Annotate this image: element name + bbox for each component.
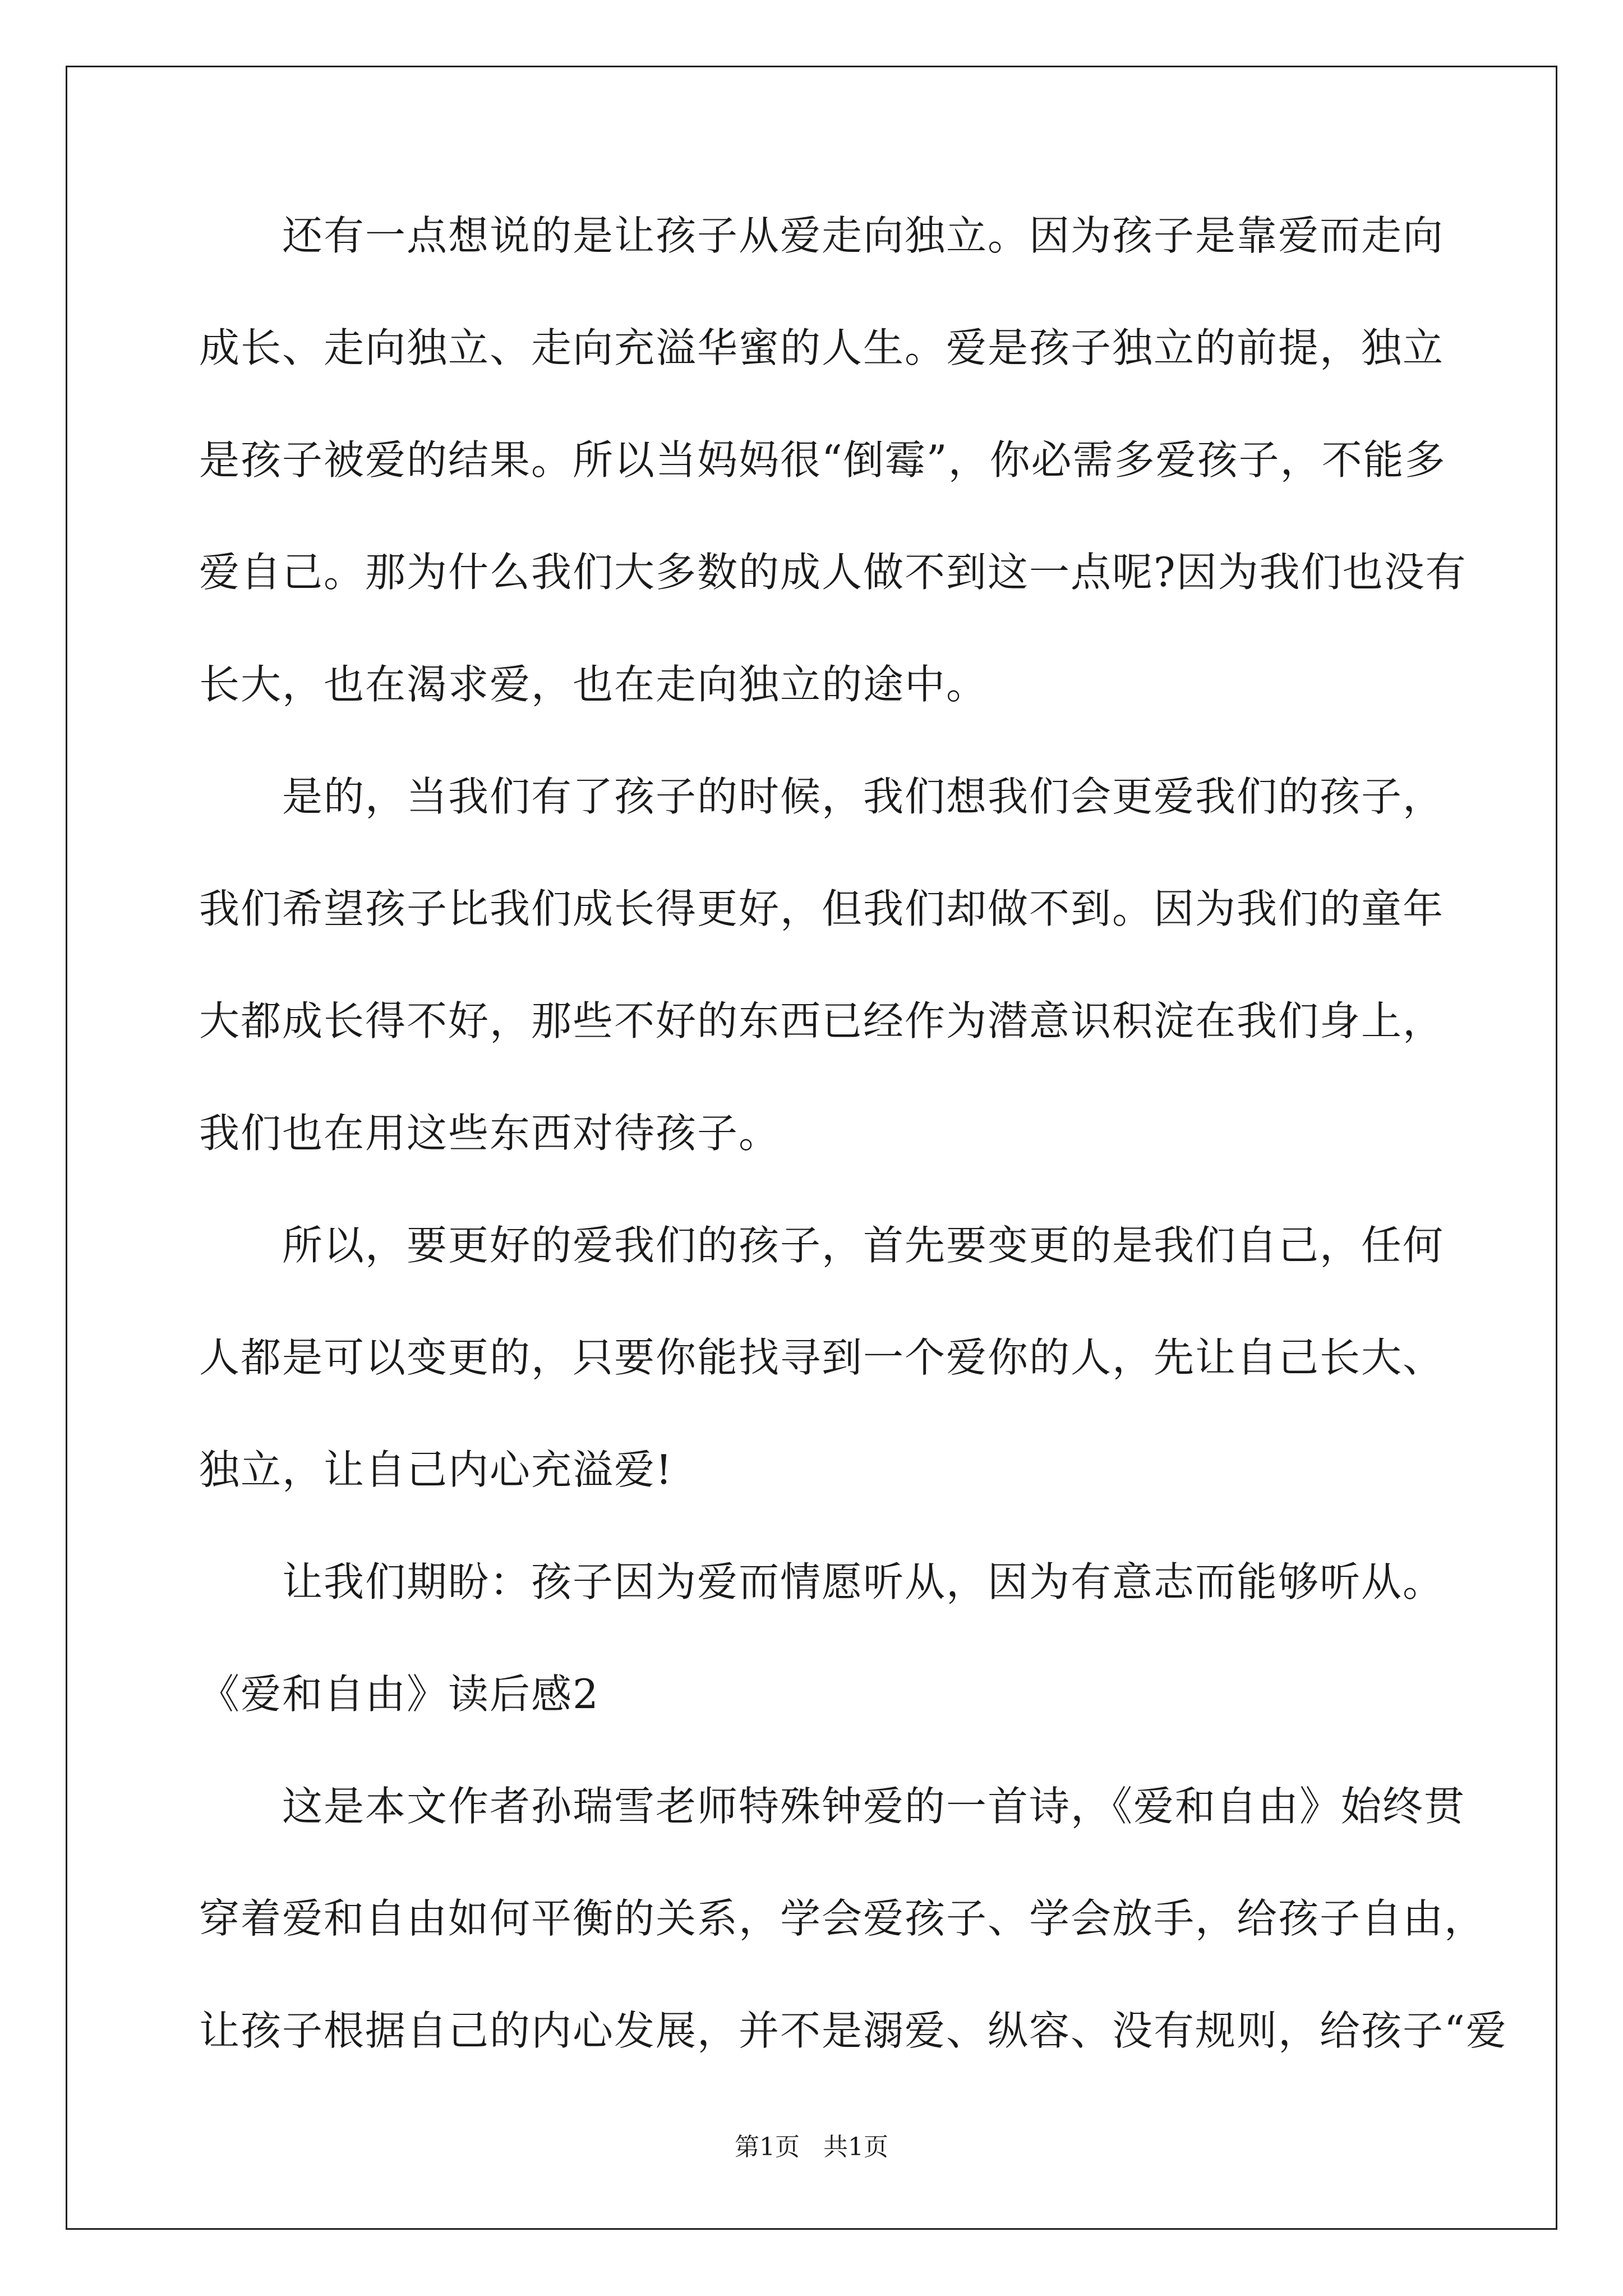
page-number-footer: 第1页 共1页	[735, 2133, 888, 2161]
section-heading: 《爱和自由》读后感2	[199, 1671, 600, 1718]
text-line: 独立，让自己内心充溢爱!	[199, 1446, 673, 1493]
text-line: 穿着爱和自由如何平衡的关系，学会爱孩子、学会放手，给孩子自由，	[199, 1895, 1486, 1942]
text-line: 人都是可以变更的，只要你能找寻到一个爱你的人，先让自己长大、	[199, 1334, 1445, 1381]
text-line: 成长、走向独立、走向充溢华蜜的人生。爱是孩子独立的前提，独立	[199, 324, 1445, 371]
text-line: 我们也在用这些东西对待孩子。	[199, 1110, 781, 1157]
text-line: 还有一点想说的是让孩子从爱走向独立。因为孩子是靠爱而走向	[282, 212, 1445, 259]
text-line: 大都成长得不好，那些不好的东西已经作为潜意识积淀在我们身上，	[199, 997, 1445, 1045]
text-line: 所以，要更好的爱我们的孩子，首先要变更的是我们自己，任何	[282, 1222, 1445, 1269]
text-line: 爱自己。那为什么我们大多数的成人做不到这一点呢?因为我们也没有	[199, 549, 1467, 596]
text-line: 让孩子根据自己的内心发展，并不是溺爱、纵容、没有规则，给孩子“爱	[199, 2007, 1507, 2054]
text-line: 让我们期盼：孩子因为爱而情愿听从，因为有意志而能够听从。	[282, 1558, 1445, 1605]
text-line: 这是本文作者孙瑞雪老师特殊钟爱的一首诗，《爱和自由》始终贯	[282, 1783, 1466, 1830]
text-line: 我们希望孩子比我们成长得更好，但我们却做不到。因为我们的童年	[199, 885, 1445, 932]
text-line: 是孩子被爱的结果。所以当妈妈很“倒霉”，你必需多爱孩子，不能多	[199, 436, 1446, 484]
text-line: 是的，当我们有了孩子的时候，我们想我们会更爱我们的孩子，	[282, 773, 1445, 820]
text-line: 长大，也在渴求爱，也在走向独立的途中。	[199, 661, 988, 708]
